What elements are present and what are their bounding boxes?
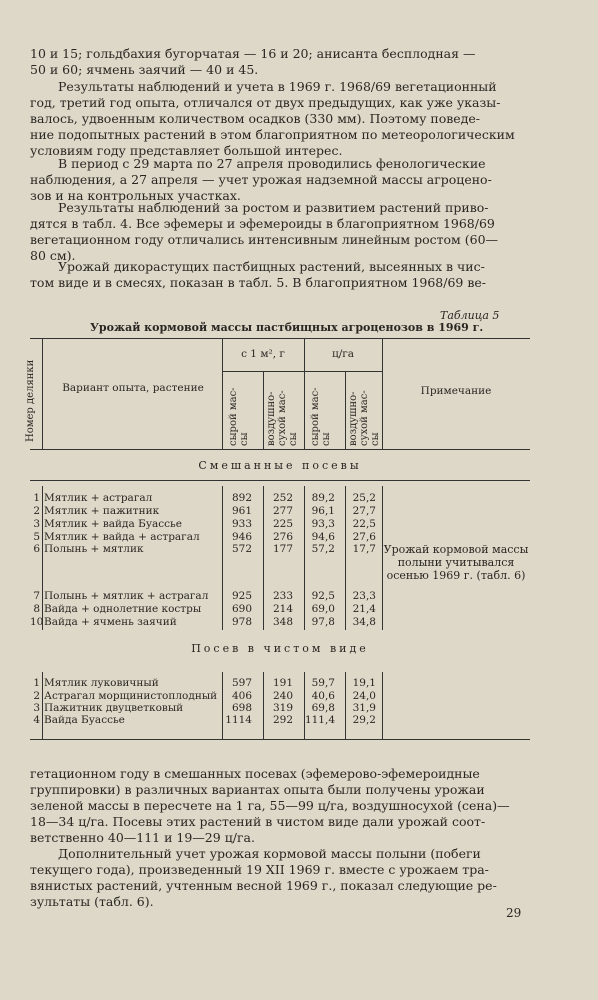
dry-mass-m2-cell: 191 bbox=[272, 677, 293, 689]
table-row bbox=[30, 702, 382, 714]
table-row bbox=[30, 714, 382, 726]
page-number: 29 bbox=[506, 906, 522, 920]
dry-mass-ha-cell: 27,7 bbox=[352, 505, 376, 517]
table-subheader-rule bbox=[222, 371, 382, 372]
plot-number-cell: 2 bbox=[33, 690, 40, 702]
variant-cell: Мятлик + астрагал bbox=[44, 492, 153, 504]
raw-mass-ha-cell: 69,8 bbox=[311, 702, 335, 714]
raw-mass-m2-cell: 690 bbox=[231, 603, 252, 615]
text-line: 10 и 15; гольдбахия бугорчатая — 16 и 20; анисанта бесплодная — bbox=[30, 46, 476, 61]
table-bottom-rule bbox=[30, 739, 530, 740]
variant-cell: Мятлик луковичный bbox=[44, 677, 159, 689]
raw-mass-m2-cell: 946 bbox=[231, 531, 252, 543]
dry-mass-ha-cell: 31,9 bbox=[352, 702, 376, 714]
paragraph-3 bbox=[30, 156, 530, 204]
raw-mass-ha-cell: 69,0 bbox=[311, 603, 335, 615]
text-line: 18—34 ц/га. Посевы этих растений в чистом виде дали урожай соот- bbox=[30, 814, 486, 829]
variant-cell: Вайда + однолетние костры bbox=[44, 603, 202, 615]
header-per-m2: с 1 м², г bbox=[241, 348, 285, 360]
raw-mass-m2-cell: 925 bbox=[231, 590, 252, 602]
variant-cell: Вайда Буассье bbox=[44, 714, 125, 726]
header-dry-mass: воздушно- сухой мас- сы bbox=[266, 390, 299, 446]
header-divider bbox=[345, 371, 346, 449]
dry-mass-ha-cell: 24,0 bbox=[352, 690, 376, 702]
text-line: валось, удвоенным количеством осадков (330 мм). Поэтому поведе- bbox=[30, 111, 481, 126]
dry-mass-m2-cell: 177 bbox=[272, 543, 293, 555]
raw-mass-ha-cell: 59,7 bbox=[311, 677, 335, 689]
raw-mass-m2-cell: 978 bbox=[231, 616, 252, 628]
section-title-mixed: Смешанные посевы bbox=[198, 459, 362, 472]
plot-number-cell: 1 bbox=[33, 492, 40, 504]
plot-number-cell: 6 bbox=[33, 543, 40, 555]
dry-mass-ha-cell: 29,2 bbox=[352, 714, 376, 726]
table-row bbox=[30, 616, 382, 628]
section-title-pure: Посев в чистом виде bbox=[191, 642, 369, 655]
raw-mass-m2-cell: 572 bbox=[231, 543, 252, 555]
paragraph-6 bbox=[30, 766, 530, 846]
raw-mass-ha-cell: 93,3 bbox=[311, 518, 335, 530]
table-row bbox=[30, 603, 382, 615]
plot-number-cell: 3 bbox=[33, 518, 40, 530]
text-line: зультаты (табл. 6). bbox=[30, 894, 154, 909]
raw-mass-m2-cell: 933 bbox=[231, 518, 252, 530]
table-row bbox=[30, 590, 382, 602]
dry-mass-ha-cell: 27,6 bbox=[352, 531, 376, 543]
text-line: Результаты наблюдений за ростом и развитием растений приво- bbox=[58, 200, 489, 215]
raw-mass-ha-cell: 94,6 bbox=[311, 531, 335, 543]
variant-cell: Мятлик + пажитник bbox=[44, 505, 160, 517]
plot-number-cell: 2 bbox=[33, 505, 40, 517]
text-line: Урожай дикорастущих пастбищных растений, высеянных в чис- bbox=[58, 259, 485, 274]
table-row bbox=[30, 518, 382, 530]
column-divider bbox=[382, 672, 383, 739]
table-section-rule bbox=[30, 480, 530, 481]
table-top-rule bbox=[30, 338, 530, 339]
dry-mass-m2-cell: 225 bbox=[272, 518, 293, 530]
text-line: 50 и 60; ячмень заячий — 40 и 45. bbox=[30, 62, 259, 77]
text-line: ветственно 40—111 и 19—29 ц/га. bbox=[30, 830, 255, 845]
plot-number-cell: 8 bbox=[33, 603, 40, 615]
raw-mass-m2-cell: 698 bbox=[231, 702, 252, 714]
header-raw-mass-ha: сырой мас- сы bbox=[310, 387, 332, 446]
dry-mass-ha-cell: 23,3 bbox=[352, 590, 376, 602]
variant-cell: Астрагал морщинистоплодный bbox=[44, 690, 218, 702]
header-plot-number: Номер делянки bbox=[25, 359, 36, 442]
table-row bbox=[30, 505, 382, 517]
text-line: Дополнительный учет урожая кормовой массы полыни (побеги bbox=[58, 846, 481, 861]
text-line: год, третий год опыта, отличался от двух предыдущих, как уже указы- bbox=[30, 95, 501, 110]
raw-mass-ha-cell: 97,8 bbox=[311, 616, 335, 628]
dry-mass-ha-cell: 17,7 bbox=[352, 543, 376, 555]
header-per-ha: ц/га bbox=[331, 348, 355, 360]
text-line: наблюдения, а 27 апреля — учет урожая надземной массы агроцено- bbox=[30, 172, 492, 187]
header-divider bbox=[263, 371, 264, 449]
header-divider bbox=[42, 338, 43, 449]
paragraph-4 bbox=[30, 200, 530, 264]
text-line: Результаты наблюдений и учета в 1969 г. 1968/69 вегетационный bbox=[58, 79, 497, 94]
table-row bbox=[30, 543, 382, 555]
raw-mass-ha-cell: 111,4 bbox=[304, 714, 335, 726]
dry-mass-m2-cell: 292 bbox=[272, 714, 293, 726]
raw-mass-m2-cell: 892 bbox=[231, 492, 252, 504]
table-row bbox=[30, 690, 382, 702]
text-line: том виде и в смесях, показан в табл. 5. В благоприятном 1968/69 ве- bbox=[30, 275, 487, 290]
dry-mass-m2-cell: 276 bbox=[272, 531, 293, 543]
header-raw-mass: сырой мас- сы bbox=[228, 387, 250, 446]
table-caption: Таблица 5 bbox=[440, 309, 500, 322]
text-line: дятся в табл. 4. Все эфемеры и эфемероиды в благоприятном 1968/69 bbox=[30, 216, 495, 231]
table-row bbox=[30, 531, 382, 543]
text-line: гетационном году в смешанных посевах (эфемерово-эфемероидные bbox=[30, 766, 480, 781]
dry-mass-m2-cell: 233 bbox=[272, 590, 293, 602]
raw-mass-ha-cell: 96,1 bbox=[311, 505, 335, 517]
variant-cell: Полынь + мятлик bbox=[44, 543, 144, 555]
variant-cell: Мятлик + вайда + астрагал bbox=[44, 531, 200, 543]
plot-number-cell: 1 bbox=[33, 677, 40, 689]
text-line: вегетационном году отличались интенсивным линейным ростом (60— bbox=[30, 232, 499, 247]
variant-cell: Полынь + мятлик + астрагал bbox=[44, 590, 209, 602]
raw-mass-ha-cell: 40,6 bbox=[311, 690, 335, 702]
table-header-rule bbox=[30, 449, 530, 450]
dry-mass-m2-cell: 240 bbox=[272, 690, 293, 702]
variant-cell: Мятлик + вайда Буассье bbox=[44, 518, 182, 530]
paragraph-5 bbox=[30, 259, 530, 291]
text-line: В период с 29 марта по 27 апреля проводились фенологические bbox=[58, 156, 486, 171]
plot-number-cell: 4 bbox=[33, 714, 40, 726]
raw-mass-m2-cell: 1114 bbox=[225, 714, 252, 726]
dry-mass-m2-cell: 214 bbox=[272, 603, 293, 615]
raw-mass-ha-cell: 92,5 bbox=[311, 590, 335, 602]
plot-number-cell: 7 bbox=[33, 590, 40, 602]
raw-mass-m2-cell: 406 bbox=[231, 690, 252, 702]
dry-mass-ha-cell: 21,4 bbox=[352, 603, 376, 615]
dry-mass-m2-cell: 252 bbox=[272, 492, 293, 504]
plot-number-cell: 10 bbox=[30, 616, 44, 628]
header-dry-mass-ha: воздушно- сухой мас- сы bbox=[348, 390, 381, 446]
dry-mass-ha-cell: 34,8 bbox=[352, 616, 376, 628]
paragraph-1 bbox=[30, 46, 530, 78]
header-variant: Вариант опыта, растение bbox=[62, 382, 204, 394]
text-line: зеленой массы в пересчете на 1 га, 55—99 ц/га, воздушносухой (сена)— bbox=[30, 798, 510, 813]
text-line: 80 см). bbox=[30, 248, 76, 263]
dry-mass-ha-cell: 25,2 bbox=[352, 492, 376, 504]
header-note: Примечание bbox=[420, 385, 492, 397]
paragraph-7 bbox=[30, 846, 530, 910]
paragraph-2 bbox=[30, 79, 530, 159]
raw-mass-m2-cell: 961 bbox=[231, 505, 252, 517]
table-row bbox=[30, 677, 382, 689]
dry-mass-m2-cell: 319 bbox=[272, 702, 293, 714]
text-line: текущего года), произведенный 19 XII 1969 г. вместе с урожаем тра- bbox=[30, 862, 489, 877]
text-line: вянистых растений, учтенным весной 1969 г., показал следующие ре- bbox=[30, 878, 497, 893]
raw-mass-ha-cell: 57,2 bbox=[311, 543, 335, 555]
plot-number-cell: 3 bbox=[33, 702, 40, 714]
dry-mass-m2-cell: 348 bbox=[272, 616, 293, 628]
table-row bbox=[30, 492, 382, 504]
plot-number-cell: 5 bbox=[33, 531, 40, 543]
text-line: условиям году представляет большой интерес. bbox=[30, 143, 343, 158]
table-note: Урожай кормовой массы полыни учитывался осенью 1969 г. (табл. 6) bbox=[383, 543, 529, 582]
dry-mass-ha-cell: 22,5 bbox=[352, 518, 376, 530]
variant-cell: Вайда + ячмень заячий bbox=[44, 616, 177, 628]
raw-mass-ha-cell: 89,2 bbox=[311, 492, 335, 504]
text-line: зов и на контрольных участках. bbox=[30, 188, 241, 203]
text-line: группировки) в различных вариантах опыта были получены урожаи bbox=[30, 782, 485, 797]
table-title: Урожай кормовой массы пастбищных агроценозов в 1969 г. bbox=[90, 321, 484, 334]
dry-mass-m2-cell: 277 bbox=[272, 505, 293, 517]
variant-cell: Пажитник двуцветковый bbox=[44, 702, 184, 714]
text-line: ние подопытных растений в этом благоприятном по метеорологическим bbox=[30, 127, 515, 142]
dry-mass-ha-cell: 19,1 bbox=[352, 677, 376, 689]
raw-mass-m2-cell: 597 bbox=[231, 677, 252, 689]
